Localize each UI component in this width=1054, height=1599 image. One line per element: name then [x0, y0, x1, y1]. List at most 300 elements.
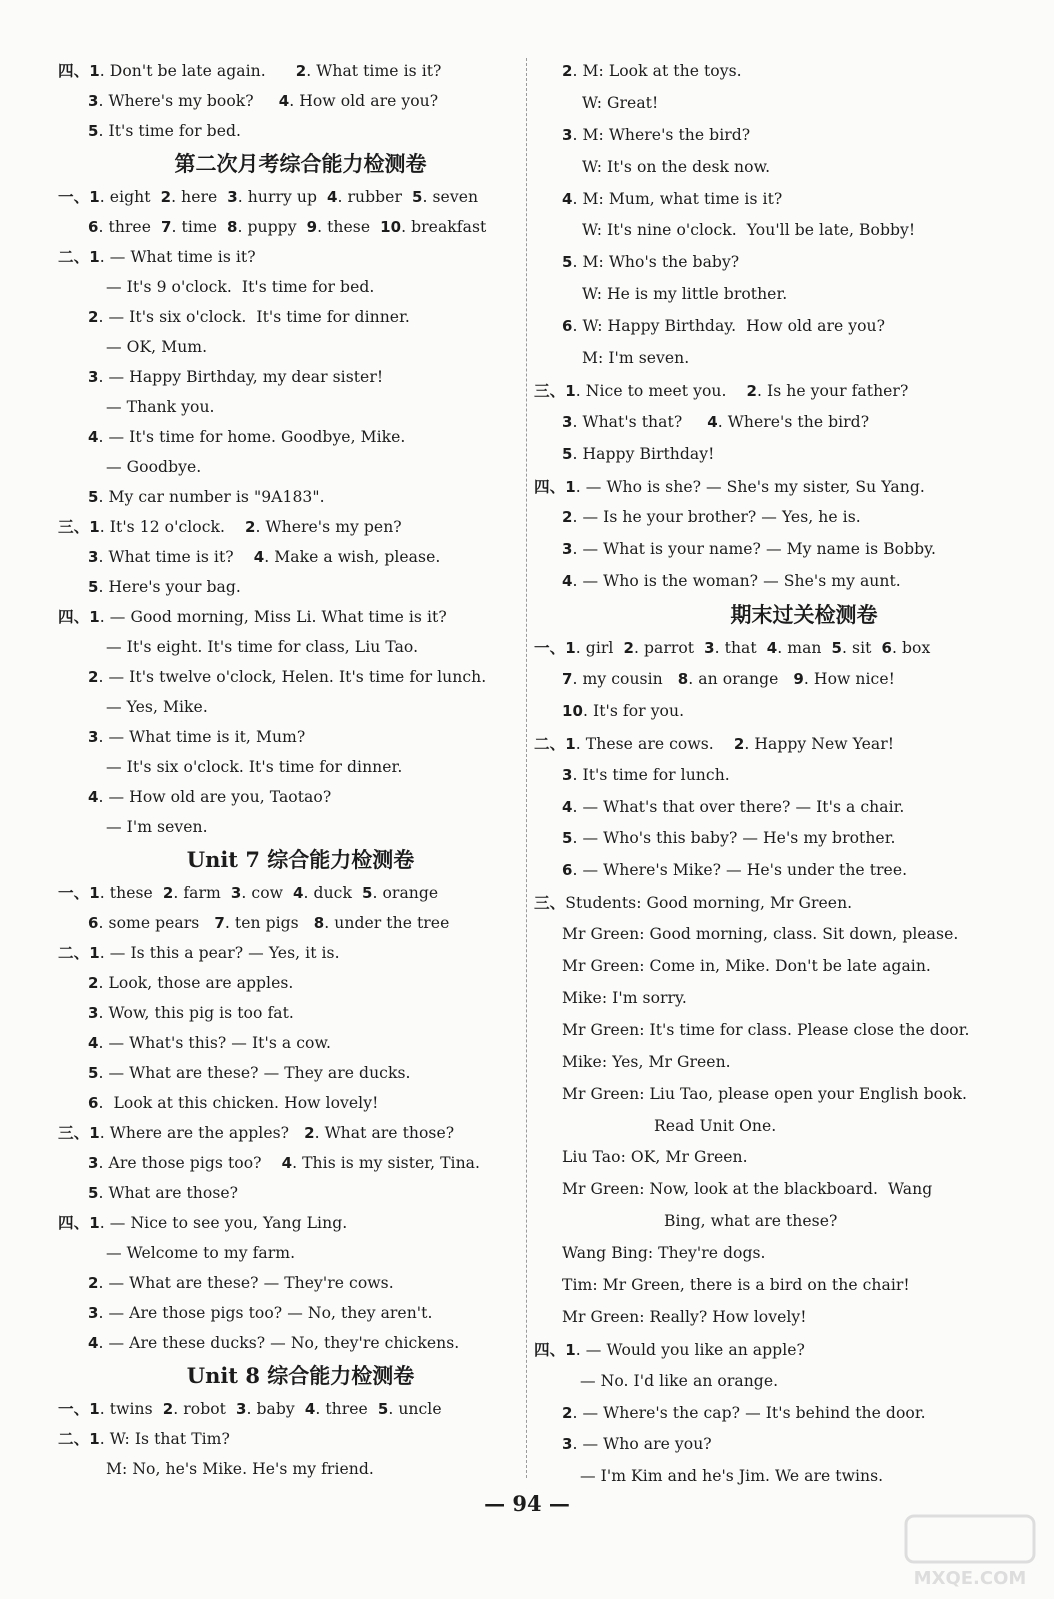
item-number: 2	[562, 508, 573, 527]
answer-text: Mr Green: It's time for class. Please close the door.	[562, 1020, 970, 1039]
answer-text: . These are cows.	[575, 734, 734, 753]
item-number: 6	[88, 1094, 99, 1112]
answer-text: . time	[171, 218, 227, 236]
item-number: 3	[562, 125, 573, 144]
answer-text: Mike: I'm sorry.	[562, 988, 687, 1007]
section-heading: 期末过关检测卷	[730, 602, 878, 628]
answer-text: — I'm seven.	[106, 818, 208, 836]
item-number: 2	[88, 974, 99, 992]
section-marker: 一、	[534, 638, 566, 658]
answer-text: Bing, what are these?	[664, 1212, 838, 1231]
item-number: 1	[89, 884, 100, 902]
item-number: 4	[88, 1334, 99, 1352]
answer-line	[534, 792, 1004, 824]
answer-text: — Yes, Mike.	[106, 698, 208, 716]
answer-text: . duck	[303, 884, 362, 902]
answer-text: . three	[315, 1400, 378, 1418]
answer-text: . Don't be late again.	[99, 62, 296, 80]
answer-text: — Welcome to my farm.	[106, 1244, 296, 1262]
answer-text: . puppy	[237, 218, 307, 236]
answer-line	[534, 728, 1004, 760]
item-number: 7	[562, 670, 573, 689]
answer-text: . This is my sister, Tina.	[292, 1154, 481, 1172]
answer-text: Tim: Mr Green, there is a bird on the chair!	[562, 1275, 910, 1294]
page-number: — 94 —	[484, 1491, 570, 1516]
answer-text: . Where's my book?	[98, 92, 279, 110]
answer-text: W: It's nine o'clock. You'll be late, Bobby!	[582, 221, 916, 240]
item-number: 6	[881, 639, 892, 658]
section-marker: 一、	[58, 883, 90, 902]
answer-line	[58, 752, 523, 782]
answer-line	[58, 662, 523, 692]
item-number: 2	[160, 188, 172, 206]
answer-text: . ten pigs	[224, 914, 314, 932]
answer-text: . It's 12 o'clock.	[99, 518, 246, 536]
item-number: 1	[89, 188, 100, 206]
answer-text: . Is he your father?	[757, 381, 909, 400]
answer-line	[58, 632, 523, 662]
answer-text: . — Are those pigs too? — No, they aren't.	[98, 1304, 433, 1322]
item-number: 2	[733, 734, 745, 753]
answer-text: . — Who is the woman? — She's my aunt.	[572, 572, 901, 591]
section-marker: 二、	[534, 733, 566, 753]
answer-text: . What are those?	[98, 1184, 239, 1202]
item-number: 4	[304, 1400, 316, 1418]
answer-text: . breakfast	[401, 218, 487, 236]
answer-line	[58, 1268, 523, 1298]
item-number: 4	[562, 572, 573, 591]
answer-line	[58, 1088, 523, 1118]
item-number: 6	[88, 914, 99, 932]
answer-line	[534, 439, 1004, 471]
item-number: 4	[562, 797, 573, 816]
item-number: 5	[88, 1064, 99, 1082]
answer-text: . Happy Birthday!	[572, 444, 715, 463]
answer-text: . these	[317, 218, 381, 236]
answer-text: . Look, those are apples.	[98, 974, 294, 992]
answer-line	[534, 471, 1004, 503]
item-number: 5	[88, 1184, 99, 1202]
answer-text: . that	[714, 639, 767, 658]
answer-line	[58, 212, 523, 242]
section-marker: 二、	[58, 247, 90, 266]
answer-line	[534, 1142, 1004, 1174]
answer-text: . — Happy Birthday, my dear sister!	[98, 368, 384, 386]
answer-text: . How nice!	[803, 670, 895, 689]
item-number: 4	[278, 92, 290, 110]
answer-text: . — It's six o'clock. It's time for dinner.	[98, 308, 410, 326]
answer-text: . — Who's this baby? — He's my brother.	[572, 829, 896, 848]
item-number: 4	[88, 788, 99, 806]
answer-text: . W: Is that Tim?	[99, 1430, 230, 1448]
answer-text: — OK, Mum.	[106, 338, 208, 356]
item-number: 1	[89, 518, 100, 536]
answer-text: . Nice to meet you.	[575, 381, 747, 400]
answer-text: M: No, he's Mike. He's my friend.	[106, 1460, 374, 1478]
answer-line	[58, 1298, 523, 1328]
answer-text: . cow	[241, 884, 294, 902]
item-number: 1	[565, 381, 576, 400]
item-number: 2	[562, 62, 573, 80]
answer-line	[534, 311, 1004, 343]
answer-text: . — Where's Mike? — He's under the tree.	[572, 861, 908, 880]
answer-line	[534, 152, 1004, 184]
item-number: 2	[162, 1400, 174, 1418]
answer-text: . Wow, this pig is too fat.	[98, 1004, 294, 1022]
answer-text: — No. I'd like an orange.	[580, 1371, 779, 1390]
answer-line	[534, 983, 1004, 1015]
answer-text: . — What time is it, Mum?	[98, 728, 306, 746]
item-number: 3	[562, 1435, 573, 1454]
answer-text: . man	[777, 639, 832, 658]
item-number: 5	[562, 829, 573, 848]
answer-line	[534, 1079, 1004, 1111]
answer-text: . hurry up	[237, 188, 327, 206]
answer-text: . — What time is it?	[99, 248, 256, 266]
answer-text: W: He is my little brother.	[582, 285, 788, 304]
answer-text: . M: Mum, what time is it?	[572, 189, 783, 208]
answer-text: . these	[99, 884, 163, 902]
answer-line	[534, 1461, 1004, 1493]
item-number: 1	[565, 477, 576, 496]
answer-line	[58, 56, 523, 86]
answer-text: . — Nice to see you, Yang Ling.	[99, 1214, 348, 1232]
answer-text: . — What's this? — It's a cow.	[98, 1034, 332, 1052]
answer-text: . How old are you?	[289, 92, 439, 110]
answer-text: — Thank you.	[106, 398, 215, 416]
answer-line	[58, 116, 523, 146]
answer-text: . What's that?	[572, 412, 708, 431]
item-number: 1	[89, 1430, 100, 1448]
answer-text: . — Where's the cap? — It's behind the door.	[572, 1403, 926, 1422]
answer-text: . some pears	[98, 914, 215, 932]
answer-text: . — What are these? — They're cows.	[98, 1274, 394, 1292]
answer-text: . — It's twelve o'clock, Helen. It's time for lunch.	[98, 668, 487, 686]
answer-text: . Are those pigs too?	[98, 1154, 282, 1172]
item-number: 2	[304, 1124, 315, 1142]
item-number: 3	[88, 1004, 99, 1022]
answer-text: . Here's your bag.	[98, 578, 241, 596]
item-number: 5	[562, 253, 573, 272]
answer-line	[534, 1366, 1004, 1398]
item-number: 7	[161, 218, 172, 236]
answer-line	[534, 823, 1004, 855]
answer-text: . — Would you like an apple?	[575, 1340, 805, 1359]
section-marker: 四、	[58, 61, 90, 80]
item-number: 5	[361, 884, 373, 902]
answer-line	[534, 120, 1004, 152]
answer-text: . robot	[173, 1400, 236, 1418]
watermark-logo	[900, 1512, 1040, 1592]
answer-line	[58, 1238, 523, 1268]
item-number: 1	[89, 1400, 100, 1418]
answer-line	[534, 534, 1004, 566]
item-number: 4	[562, 189, 573, 208]
answer-text: . — What's that over there? — It's a chair.	[572, 797, 905, 816]
item-number: 3	[88, 92, 99, 110]
answer-text: . rubber	[337, 188, 412, 206]
answer-line	[58, 452, 523, 482]
answer-line	[58, 242, 523, 272]
answer-line	[534, 566, 1004, 598]
item-number: 3	[562, 412, 573, 431]
section-marker: 四、	[534, 1339, 566, 1359]
item-number: 3	[230, 884, 242, 902]
answer-text: Mike: Yes, Mr Green.	[562, 1052, 731, 1071]
item-number: 3	[704, 639, 715, 658]
column-divider	[526, 58, 527, 1478]
item-number: 1	[565, 639, 576, 658]
answer-line	[58, 602, 523, 632]
answer-text: . seven	[422, 188, 479, 206]
answer-text: . M: Where's the bird?	[572, 125, 751, 144]
section-marker: 四、	[534, 476, 566, 496]
item-number: 1	[89, 944, 100, 962]
item-number: 5	[562, 444, 573, 463]
item-number: 5	[88, 488, 99, 506]
item-number: 4	[327, 188, 338, 206]
item-number: 4	[766, 639, 778, 658]
item-number: 4	[281, 1154, 293, 1172]
answer-line	[534, 1429, 1004, 1461]
item-number: 6	[562, 861, 573, 880]
answer-text: . sit	[842, 639, 882, 658]
item-number: 3	[562, 765, 573, 784]
answer-line	[534, 375, 1004, 407]
item-number: 10	[380, 218, 402, 236]
item-number: 4	[88, 1034, 99, 1052]
section-marker: 一、	[58, 187, 90, 206]
item-number: 2	[88, 1274, 99, 1292]
answer-text: . girl	[575, 639, 624, 658]
answer-text: — It's six o'clock. It's time for dinner.	[106, 758, 403, 776]
answer-text: Mr Green: Liu Tao, please open your English book.	[562, 1084, 968, 1103]
item-number: 5	[377, 1400, 389, 1418]
answer-text: — It's 9 o'clock. It's time for bed.	[106, 278, 375, 296]
answer-text: . — Are these ducks? — No, they're chickens.	[98, 1334, 460, 1352]
answer-text: . orange	[372, 884, 439, 902]
answer-line	[534, 1111, 1004, 1143]
answer-text: . It's time for lunch.	[572, 765, 730, 784]
answer-line	[534, 1206, 1004, 1238]
answer-text: . M: Look at the toys.	[572, 62, 742, 80]
answer-line	[534, 1047, 1004, 1079]
answer-line	[534, 184, 1004, 216]
item-number: 2	[162, 884, 174, 902]
answer-text: . uncle	[388, 1400, 442, 1418]
answer-line	[58, 1178, 523, 1208]
answer-text: Mr Green: Now, look at the blackboard. Wang	[562, 1180, 933, 1199]
answer-line	[534, 632, 1004, 664]
answer-text: — I'm Kim and he's Jim. We are twins.	[580, 1467, 884, 1486]
answer-line	[58, 482, 523, 512]
left-column	[58, 56, 523, 1484]
answer-text: . It's time for bed.	[98, 122, 242, 140]
answer-text: . — Is he your brother? — Yes, he is.	[572, 508, 861, 527]
section-marker: 三、	[58, 1123, 90, 1142]
answer-text: . Happy New Year!	[744, 734, 895, 753]
section-heading: Unit 8 综合能力检测卷	[186, 1363, 415, 1388]
answer-line	[534, 247, 1004, 279]
item-number: 4	[253, 548, 265, 566]
item-number: 2	[562, 1403, 573, 1422]
answer-line	[58, 1118, 523, 1148]
item-number: 9	[793, 670, 804, 689]
section-heading: 第二次月考综合能力检测卷	[174, 151, 427, 176]
answer-text: . three	[98, 218, 161, 236]
answer-text: . Make a wish, please.	[264, 548, 441, 566]
item-number: 3	[88, 368, 99, 386]
answer-text: Wang Bing: They're dogs.	[562, 1244, 766, 1263]
answer-line	[58, 86, 523, 116]
item-number: 3	[227, 188, 238, 206]
answer-text: . — Good morning, Miss Li. What time is it?	[99, 608, 447, 626]
answer-line	[534, 887, 1004, 919]
item-number: 5	[411, 188, 423, 206]
answer-text: . My car number is "9A183".	[98, 488, 325, 506]
answer-line	[58, 302, 523, 332]
item-number: 2	[295, 62, 307, 80]
answer-text: W: Great!	[582, 93, 659, 112]
item-number: 8	[313, 914, 325, 932]
answer-text: Mr Green: Good morning, class. Sit down, please.	[562, 925, 959, 944]
answer-line	[534, 1238, 1004, 1270]
item-number: 1	[565, 734, 576, 753]
answer-line	[58, 182, 523, 212]
answer-text: . What time is it?	[306, 62, 442, 80]
answer-text: Mr Green: Come in, Mike. Don't be late again.	[562, 957, 931, 976]
answer-text: . — Is this a pear? — Yes, it is.	[99, 944, 340, 962]
answer-line	[58, 512, 523, 542]
answer-text: Students: Good morning, Mr Green.	[565, 894, 853, 913]
answer-text: . W: Happy Birthday. How old are you?	[572, 317, 886, 336]
answer-line	[534, 1174, 1004, 1206]
item-number: 4	[707, 412, 718, 431]
answer-text: . farm	[173, 884, 231, 902]
answer-line	[534, 502, 1004, 534]
item-number: 3	[88, 1154, 99, 1172]
answer-text: Liu Tao: OK, Mr Green.	[562, 1148, 748, 1167]
answer-line	[58, 422, 523, 452]
answer-line	[58, 1394, 523, 1424]
answer-text: . What are those?	[314, 1124, 455, 1142]
section-marker: 四、	[58, 607, 90, 626]
answer-text: . Look at this chicken. How lovely!	[98, 1094, 379, 1112]
answer-line	[534, 664, 1004, 696]
answer-line	[58, 1454, 523, 1484]
answer-text: W: It's on the desk now.	[582, 157, 771, 176]
answer-text: . What time is it?	[98, 548, 254, 566]
answer-line	[58, 1148, 523, 1178]
item-number: 6	[562, 317, 573, 336]
answer-text: . eight	[99, 188, 161, 206]
answer-line	[58, 332, 523, 362]
item-number: 5	[831, 639, 843, 658]
answer-text: — Goodbye.	[106, 458, 202, 476]
answer-text: M: I'm seven.	[582, 349, 690, 368]
answer-text: . baby	[246, 1400, 305, 1418]
answer-line	[58, 272, 523, 302]
answer-text: . — Who are you?	[572, 1435, 712, 1454]
answer-text: . It's for you.	[582, 701, 685, 720]
answer-line	[58, 908, 523, 938]
item-number: 6	[88, 218, 99, 236]
answer-line	[534, 855, 1004, 887]
answer-line	[58, 392, 523, 422]
section-marker: 三、	[58, 517, 90, 536]
answer-text: . twins	[99, 1400, 163, 1418]
answer-line	[534, 760, 1004, 792]
section-marker: 四、	[58, 1213, 90, 1232]
answer-line	[58, 1208, 523, 1238]
item-number: 10	[562, 701, 583, 720]
answer-line	[58, 692, 523, 722]
answer-line	[534, 1302, 1004, 1334]
answer-text: . — How old are you, Taotao?	[98, 788, 332, 806]
answer-line	[58, 968, 523, 998]
answer-text: — It's eight. It's time for class, Liu Tao.	[106, 638, 419, 656]
answer-text: . — What is your name? — My name is Bobby.	[572, 540, 936, 559]
answer-text: . M: Who's the baby?	[572, 253, 740, 272]
item-number: 3	[88, 1304, 99, 1322]
item-number: 1	[89, 62, 100, 80]
answer-text: . — What are these? — They are ducks.	[98, 1064, 411, 1082]
item-number: 5	[88, 578, 99, 596]
right-column	[534, 56, 1004, 1493]
item-number: 4	[88, 428, 99, 446]
answer-line	[534, 215, 1004, 247]
item-number: 3	[236, 1400, 247, 1418]
item-number: 2	[623, 639, 634, 658]
section-marker: 二、	[58, 943, 90, 962]
answer-line	[58, 812, 523, 842]
answer-line	[534, 407, 1004, 439]
answer-line	[58, 1028, 523, 1058]
section-marker: 三、	[534, 893, 566, 913]
item-number: 3	[562, 540, 573, 559]
answer-text: . Where's my pen?	[255, 518, 402, 536]
item-number: 9	[306, 218, 318, 236]
item-number: 8	[677, 670, 689, 689]
answer-line	[58, 998, 523, 1028]
answer-line	[58, 938, 523, 968]
item-number: 2	[88, 668, 99, 686]
answer-text: . box	[891, 639, 931, 658]
answer-line	[534, 951, 1004, 983]
answer-line	[58, 1424, 523, 1454]
answer-line	[58, 782, 523, 812]
answer-text: . parrot	[633, 639, 705, 658]
answer-text: . an orange	[688, 670, 794, 689]
answer-line	[534, 1015, 1004, 1047]
answer-line	[534, 1270, 1004, 1302]
item-number: 4	[293, 884, 304, 902]
answer-line	[534, 88, 1004, 120]
item-number: 2	[746, 381, 758, 400]
answer-text: Read Unit One.	[654, 1116, 777, 1135]
answer-line	[58, 362, 523, 392]
answer-text: . under the tree	[324, 914, 450, 932]
item-number: 2	[245, 518, 256, 536]
answer-line	[58, 722, 523, 752]
answer-line	[58, 542, 523, 572]
answer-line	[534, 919, 1004, 951]
item-number: 1	[89, 248, 100, 266]
item-number: 1	[89, 1124, 100, 1142]
answer-line	[58, 1328, 523, 1358]
item-number: 3	[88, 728, 99, 746]
section-marker: 二、	[58, 1429, 90, 1448]
